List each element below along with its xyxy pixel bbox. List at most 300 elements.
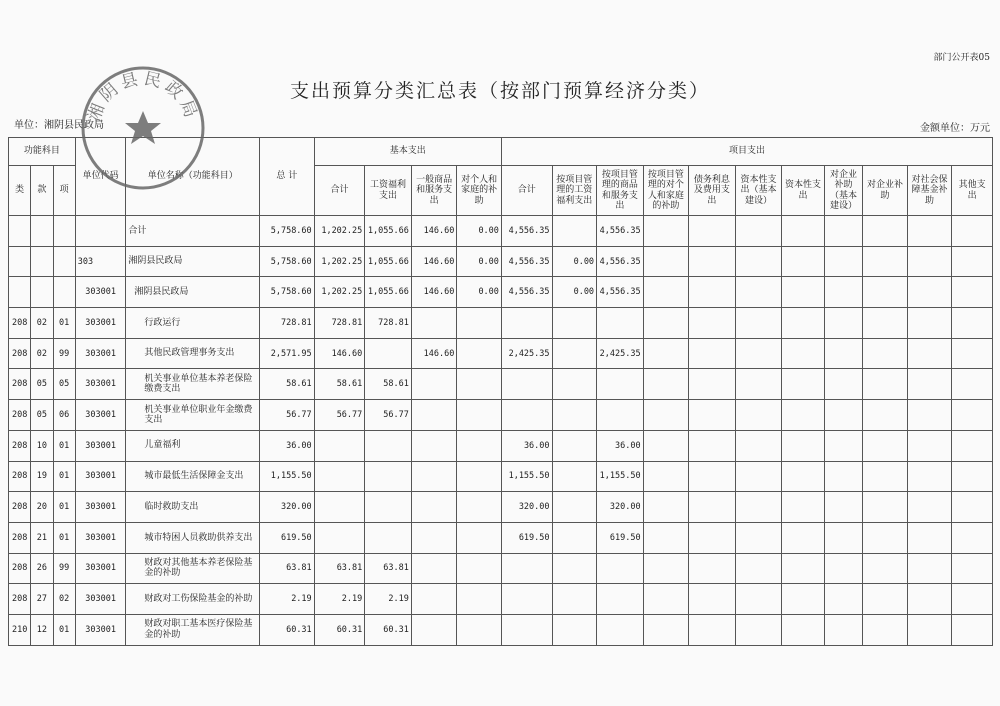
cell-proj-goods: 619.50: [597, 522, 644, 553]
cell-capital-build: [735, 277, 782, 308]
cell-lei: 208: [9, 400, 31, 431]
cell-debt: [689, 308, 736, 339]
cell-proj-subsidy: [643, 461, 689, 492]
cell-capital-build: [735, 308, 782, 339]
cell-unit-code: 303001: [75, 461, 126, 492]
cell-other: [952, 430, 993, 461]
cell-total: 1,155.50: [260, 461, 315, 492]
cell-total: 58.61: [260, 369, 315, 400]
cell-debt: [689, 400, 736, 431]
cell-ent: [863, 492, 908, 523]
cell-proj-wage: [552, 216, 597, 247]
cell-other: [952, 216, 993, 247]
cell-unit-code: 303001: [75, 338, 126, 369]
cell-ent-build: [824, 216, 862, 247]
header-proj-subsidy: 按项目管理的对个人和家庭的补助: [643, 166, 689, 216]
cell-lei: 208: [9, 584, 31, 615]
cell-proj-wage: [552, 369, 597, 400]
cell-capital-build: [735, 400, 782, 431]
cell-proj-sum: [501, 553, 552, 584]
cell-capital: [782, 246, 825, 277]
cell-lei: 208: [9, 338, 31, 369]
cell-unit-code: 303001: [75, 522, 126, 553]
cell-basic-sum: 728.81: [314, 308, 365, 339]
cell-capital-build: [735, 522, 782, 553]
cell-kuan: 05: [31, 400, 53, 431]
cell-proj-sum: 4,556.35: [501, 216, 552, 247]
cell-proj-wage: [552, 400, 597, 431]
cell-ent-build: [824, 461, 862, 492]
cell-ent-build: [824, 277, 862, 308]
cell-kuan: 26: [31, 553, 53, 584]
cell-total: 2.19: [260, 584, 315, 615]
cell-basic-sum: 1,202.25: [314, 246, 365, 277]
cell-proj-sum: [501, 369, 552, 400]
cell-goods: 146.60: [411, 246, 457, 277]
cell-other: [952, 553, 993, 584]
cell-proj-subsidy: [643, 338, 689, 369]
cell-proj-wage: [552, 338, 597, 369]
cell-social: [907, 216, 952, 247]
cell-xiang: 01: [53, 430, 75, 461]
cell-lei: [9, 277, 31, 308]
cell-xiang: [53, 246, 75, 277]
cell-goods: [411, 584, 457, 615]
cell-proj-goods: [597, 400, 644, 431]
header-total: 总 计: [260, 138, 315, 216]
svg-text:湘阴县民政局: 湘阴县民政局: [84, 68, 202, 125]
cell-basic-sum: 1,202.25: [314, 216, 365, 247]
cell-total: 320.00: [260, 492, 315, 523]
cell-proj-sum: [501, 584, 552, 615]
cell-wage: 56.77: [365, 400, 412, 431]
cell-subsidy: [457, 400, 502, 431]
cell-unit-code: 303001: [75, 400, 126, 431]
cell-other: [952, 400, 993, 431]
cell-ent: [863, 400, 908, 431]
amount-unit-label: 金额单位：万元: [920, 123, 990, 134]
cell-unit-name: 湘阴县民政局: [126, 246, 260, 277]
cell-proj-sum: [501, 400, 552, 431]
cell-subsidy: 0.00: [457, 277, 502, 308]
cell-other: [952, 614, 993, 645]
cell-social: [907, 492, 952, 523]
cell-ent-build: [824, 246, 862, 277]
cell-basic-sum: [314, 492, 365, 523]
cell-other: [952, 584, 993, 615]
cell-subsidy: [457, 492, 502, 523]
cell-xiang: [53, 216, 75, 247]
cell-goods: [411, 461, 457, 492]
cell-capital-build: [735, 584, 782, 615]
cell-debt: [689, 338, 736, 369]
cell-total: 2,571.95: [260, 338, 315, 369]
cell-total: 36.00: [260, 430, 315, 461]
cell-xiang: 01: [53, 614, 75, 645]
header-social: 对社会保障基金补助: [907, 166, 952, 216]
header-proj-wage: 按项目管理的工资福利支出: [552, 166, 597, 216]
cell-social: [907, 614, 952, 645]
cell-kuan: [31, 277, 53, 308]
cell-basic-sum: 63.81: [314, 553, 365, 584]
cell-other: [952, 492, 993, 523]
cell-other: [952, 522, 993, 553]
cell-debt: [689, 584, 736, 615]
page-title: 支出预算分类汇总表（按部门预算经济分类）: [289, 80, 710, 102]
cell-xiang: [53, 277, 75, 308]
cell-unit-name: 其他民政管理事务支出: [126, 338, 260, 369]
cell-kuan: 10: [31, 430, 53, 461]
cell-ent-build: [824, 369, 862, 400]
cell-proj-wage: [552, 492, 597, 523]
cell-proj-sum: 1,155.50: [501, 461, 552, 492]
cell-social: [907, 430, 952, 461]
cell-unit-name: 合计: [126, 216, 260, 247]
cell-ent-build: [824, 584, 862, 615]
table-row: [9, 553, 993, 584]
cell-proj-goods: [597, 308, 644, 339]
cell-subsidy: [457, 461, 502, 492]
cell-unit-name: 机关事业单位职业年金缴费支出: [126, 400, 260, 431]
cell-ent: [863, 369, 908, 400]
cell-subsidy: [457, 553, 502, 584]
cell-debt: [689, 614, 736, 645]
cell-proj-subsidy: [643, 308, 689, 339]
cell-capital-build: [735, 492, 782, 523]
cell-capital-build: [735, 461, 782, 492]
cell-xiang: 01: [53, 492, 75, 523]
table-row: [9, 308, 993, 339]
cell-wage: [365, 522, 412, 553]
cell-wage: [365, 338, 412, 369]
cell-social: [907, 584, 952, 615]
cell-unit-name: 湘阴县民政局: [126, 277, 260, 308]
cell-xiang: 99: [53, 553, 75, 584]
cell-social: [907, 461, 952, 492]
cell-capital-build: [735, 369, 782, 400]
cell-proj-wage: [552, 461, 597, 492]
header-func-subject: 功能科目: [9, 138, 76, 166]
cell-xiang: 05: [53, 369, 75, 400]
cell-unit-code: 303001: [75, 614, 126, 645]
cell-proj-subsidy: [643, 584, 689, 615]
cell-ent: [863, 430, 908, 461]
table-row: [9, 246, 993, 277]
cell-total: 5,758.60: [260, 277, 315, 308]
cell-ent: [863, 277, 908, 308]
cell-social: [907, 553, 952, 584]
table-row: [9, 338, 993, 369]
cell-xiang: 06: [53, 400, 75, 431]
cell-kuan: 12: [31, 614, 53, 645]
cell-proj-wage: 0.00: [552, 246, 597, 277]
cell-unit-name: 行政运行: [126, 308, 260, 339]
cell-goods: 146.60: [411, 338, 457, 369]
cell-capital: [782, 522, 825, 553]
cell-xiang: 01: [53, 308, 75, 339]
cell-debt: [689, 492, 736, 523]
cell-unit-code: 303001: [75, 492, 126, 523]
cell-wage: 2.19: [365, 584, 412, 615]
cell-capital-build: [735, 614, 782, 645]
cell-ent-build: [824, 614, 862, 645]
cell-wage: 60.31: [365, 614, 412, 645]
cell-basic-sum: 1,202.25: [314, 277, 365, 308]
cell-ent: [863, 216, 908, 247]
cell-lei: 208: [9, 522, 31, 553]
cell-basic-sum: 56.77: [314, 400, 365, 431]
header-basic-sum: 合计: [314, 166, 365, 216]
cell-social: [907, 400, 952, 431]
cell-kuan: 02: [31, 338, 53, 369]
table-row: [9, 369, 993, 400]
header-proj-sum: 合计: [501, 166, 552, 216]
cell-total: 60.31: [260, 614, 315, 645]
table-number-label: 部门公开表05: [933, 53, 990, 63]
cell-unit-code: [75, 216, 126, 247]
cell-lei: [9, 246, 31, 277]
table-row: [9, 400, 993, 431]
cell-lei: 208: [9, 430, 31, 461]
cell-proj-goods: 2,425.35: [597, 338, 644, 369]
cell-total: 619.50: [260, 522, 315, 553]
cell-subsidy: [457, 584, 502, 615]
cell-proj-sum: [501, 614, 552, 645]
cell-ent: [863, 584, 908, 615]
cell-proj-sum: [501, 308, 552, 339]
header-xiang: 项: [53, 166, 75, 216]
cell-kuan: 05: [31, 369, 53, 400]
cell-lei: 210: [9, 614, 31, 645]
cell-subsidy: [457, 338, 502, 369]
cell-proj-subsidy: [643, 492, 689, 523]
cell-unit-code: 303001: [75, 553, 126, 584]
cell-capital: [782, 553, 825, 584]
cell-proj-wage: [552, 553, 597, 584]
cell-proj-goods: 4,556.35: [597, 277, 644, 308]
cell-proj-goods: [597, 584, 644, 615]
cell-wage: [365, 430, 412, 461]
cell-kuan: 20: [31, 492, 53, 523]
cell-debt: [689, 553, 736, 584]
header-lei: 类: [9, 166, 31, 216]
cell-capital: [782, 338, 825, 369]
cell-kuan: 02: [31, 308, 53, 339]
cell-capital: [782, 614, 825, 645]
cell-proj-sum: 619.50: [501, 522, 552, 553]
cell-capital: [782, 430, 825, 461]
table-row: [9, 614, 993, 645]
cell-social: [907, 522, 952, 553]
cell-debt: [689, 246, 736, 277]
cell-ent: [863, 553, 908, 584]
cell-proj-wage: [552, 614, 597, 645]
header-ent-build: 对企业补助（基本建设）: [824, 166, 862, 216]
cell-basic-sum: 58.61: [314, 369, 365, 400]
header-goods: 一般商品和服务支出: [411, 166, 457, 216]
cell-proj-sum: 4,556.35: [501, 277, 552, 308]
cell-capital: [782, 369, 825, 400]
table-row: [9, 430, 993, 461]
table-row: [9, 461, 993, 492]
cell-proj-sum: 4,556.35: [501, 246, 552, 277]
cell-proj-goods: [597, 614, 644, 645]
cell-unit-name: 儿童福利: [126, 430, 260, 461]
cell-unit-code: 303001: [75, 584, 126, 615]
cell-ent-build: [824, 553, 862, 584]
cell-kuan: 27: [31, 584, 53, 615]
cell-other: [952, 277, 993, 308]
cell-wage: 63.81: [365, 553, 412, 584]
cell-ent-build: [824, 308, 862, 339]
cell-capital-build: [735, 246, 782, 277]
cell-capital-build: [735, 553, 782, 584]
cell-unit-name: 机关事业单位基本养老保险缴费支出: [126, 369, 260, 400]
cell-ent: [863, 338, 908, 369]
cell-subsidy: 0.00: [457, 246, 502, 277]
cell-proj-wage: 0.00: [552, 277, 597, 308]
cell-ent-build: [824, 492, 862, 523]
cell-proj-subsidy: [643, 400, 689, 431]
cell-unit-name: 财政对其他基本养老保险基金的补助: [126, 553, 260, 584]
cell-unit-name: 财政对工伤保险基金的补助: [126, 584, 260, 615]
cell-debt: [689, 369, 736, 400]
cell-lei: 208: [9, 492, 31, 523]
cell-capital: [782, 400, 825, 431]
cell-proj-subsidy: [643, 614, 689, 645]
cell-total: 728.81: [260, 308, 315, 339]
cell-goods: [411, 522, 457, 553]
unit-label: 单位：湘阴县民政局: [14, 120, 104, 131]
cell-xiang: 02: [53, 584, 75, 615]
cell-unit-code: 303001: [75, 369, 126, 400]
cell-proj-wage: [552, 584, 597, 615]
header-project: 项目支出: [501, 138, 992, 166]
cell-capital: [782, 216, 825, 247]
header-proj-goods: 按项目管理的商品和服务支出: [597, 166, 644, 216]
cell-capital: [782, 584, 825, 615]
cell-debt: [689, 430, 736, 461]
cell-proj-sum: 36.00: [501, 430, 552, 461]
cell-proj-sum: 320.00: [501, 492, 552, 523]
cell-goods: [411, 400, 457, 431]
table-row: [9, 277, 993, 308]
cell-proj-wage: [552, 522, 597, 553]
cell-other: [952, 308, 993, 339]
cell-proj-goods: 36.00: [597, 430, 644, 461]
cell-other: [952, 246, 993, 277]
cell-proj-subsidy: [643, 246, 689, 277]
cell-basic-sum: 60.31: [314, 614, 365, 645]
header-subsidy: 对个人和家庭的补助: [457, 166, 502, 216]
cell-ent-build: [824, 338, 862, 369]
cell-ent: [863, 461, 908, 492]
cell-other: [952, 461, 993, 492]
cell-total: 56.77: [260, 400, 315, 431]
cell-proj-goods: 1,155.50: [597, 461, 644, 492]
cell-social: [907, 246, 952, 277]
cell-proj-goods: 4,556.35: [597, 246, 644, 277]
cell-total: 63.81: [260, 553, 315, 584]
cell-wage: 58.61: [365, 369, 412, 400]
cell-lei: 208: [9, 369, 31, 400]
table-row: [9, 492, 993, 523]
cell-goods: [411, 430, 457, 461]
header-wage: 工资福利支出: [365, 166, 412, 216]
cell-ent: [863, 308, 908, 339]
cell-basic-sum: [314, 522, 365, 553]
cell-xiang: 99: [53, 338, 75, 369]
cell-debt: [689, 461, 736, 492]
cell-ent: [863, 522, 908, 553]
table-row: [9, 584, 993, 615]
cell-other: [952, 338, 993, 369]
cell-proj-subsidy: [643, 216, 689, 247]
cell-lei: 208: [9, 461, 31, 492]
budget-table: [8, 137, 993, 646]
cell-goods: [411, 553, 457, 584]
cell-goods: [411, 308, 457, 339]
header-capital-build: 资本性支出（基本建设）: [735, 166, 782, 216]
cell-capital: [782, 308, 825, 339]
cell-capital: [782, 461, 825, 492]
cell-ent-build: [824, 430, 862, 461]
cell-unit-code: 303001: [75, 430, 126, 461]
cell-proj-goods: 4,556.35: [597, 216, 644, 247]
cell-other: [952, 369, 993, 400]
cell-proj-goods: 320.00: [597, 492, 644, 523]
cell-goods: [411, 614, 457, 645]
cell-proj-wage: [552, 308, 597, 339]
header-capital: 资本性支出: [782, 166, 825, 216]
cell-social: [907, 308, 952, 339]
cell-proj-subsidy: [643, 277, 689, 308]
cell-social: [907, 369, 952, 400]
cell-wage: 1,055.66: [365, 216, 412, 247]
cell-debt: [689, 216, 736, 247]
cell-subsidy: [457, 430, 502, 461]
cell-unit-code: 303001: [75, 308, 126, 339]
cell-xiang: 01: [53, 461, 75, 492]
cell-proj-sum: 2,425.35: [501, 338, 552, 369]
cell-basic-sum: 146.60: [314, 338, 365, 369]
cell-ent-build: [824, 400, 862, 431]
header-debt: 债务利息及费用支出: [689, 166, 736, 216]
cell-proj-subsidy: [643, 430, 689, 461]
cell-total: 5,758.60: [260, 246, 315, 277]
header-basic: 基本支出: [314, 138, 501, 166]
cell-ent: [863, 246, 908, 277]
cell-capital: [782, 492, 825, 523]
cell-subsidy: [457, 614, 502, 645]
header-unit-code: 单位代码: [75, 138, 126, 216]
cell-social: [907, 338, 952, 369]
cell-proj-subsidy: [643, 522, 689, 553]
cell-proj-subsidy: [643, 553, 689, 584]
cell-wage: [365, 461, 412, 492]
cell-lei: 208: [9, 308, 31, 339]
cell-ent-build: [824, 522, 862, 553]
cell-xiang: 01: [53, 522, 75, 553]
cell-subsidy: 0.00: [457, 216, 502, 247]
cell-subsidy: [457, 522, 502, 553]
cell-debt: [689, 277, 736, 308]
cell-kuan: 21: [31, 522, 53, 553]
cell-basic-sum: [314, 461, 365, 492]
table-row: [9, 216, 993, 247]
cell-capital: [782, 277, 825, 308]
cell-goods: [411, 492, 457, 523]
